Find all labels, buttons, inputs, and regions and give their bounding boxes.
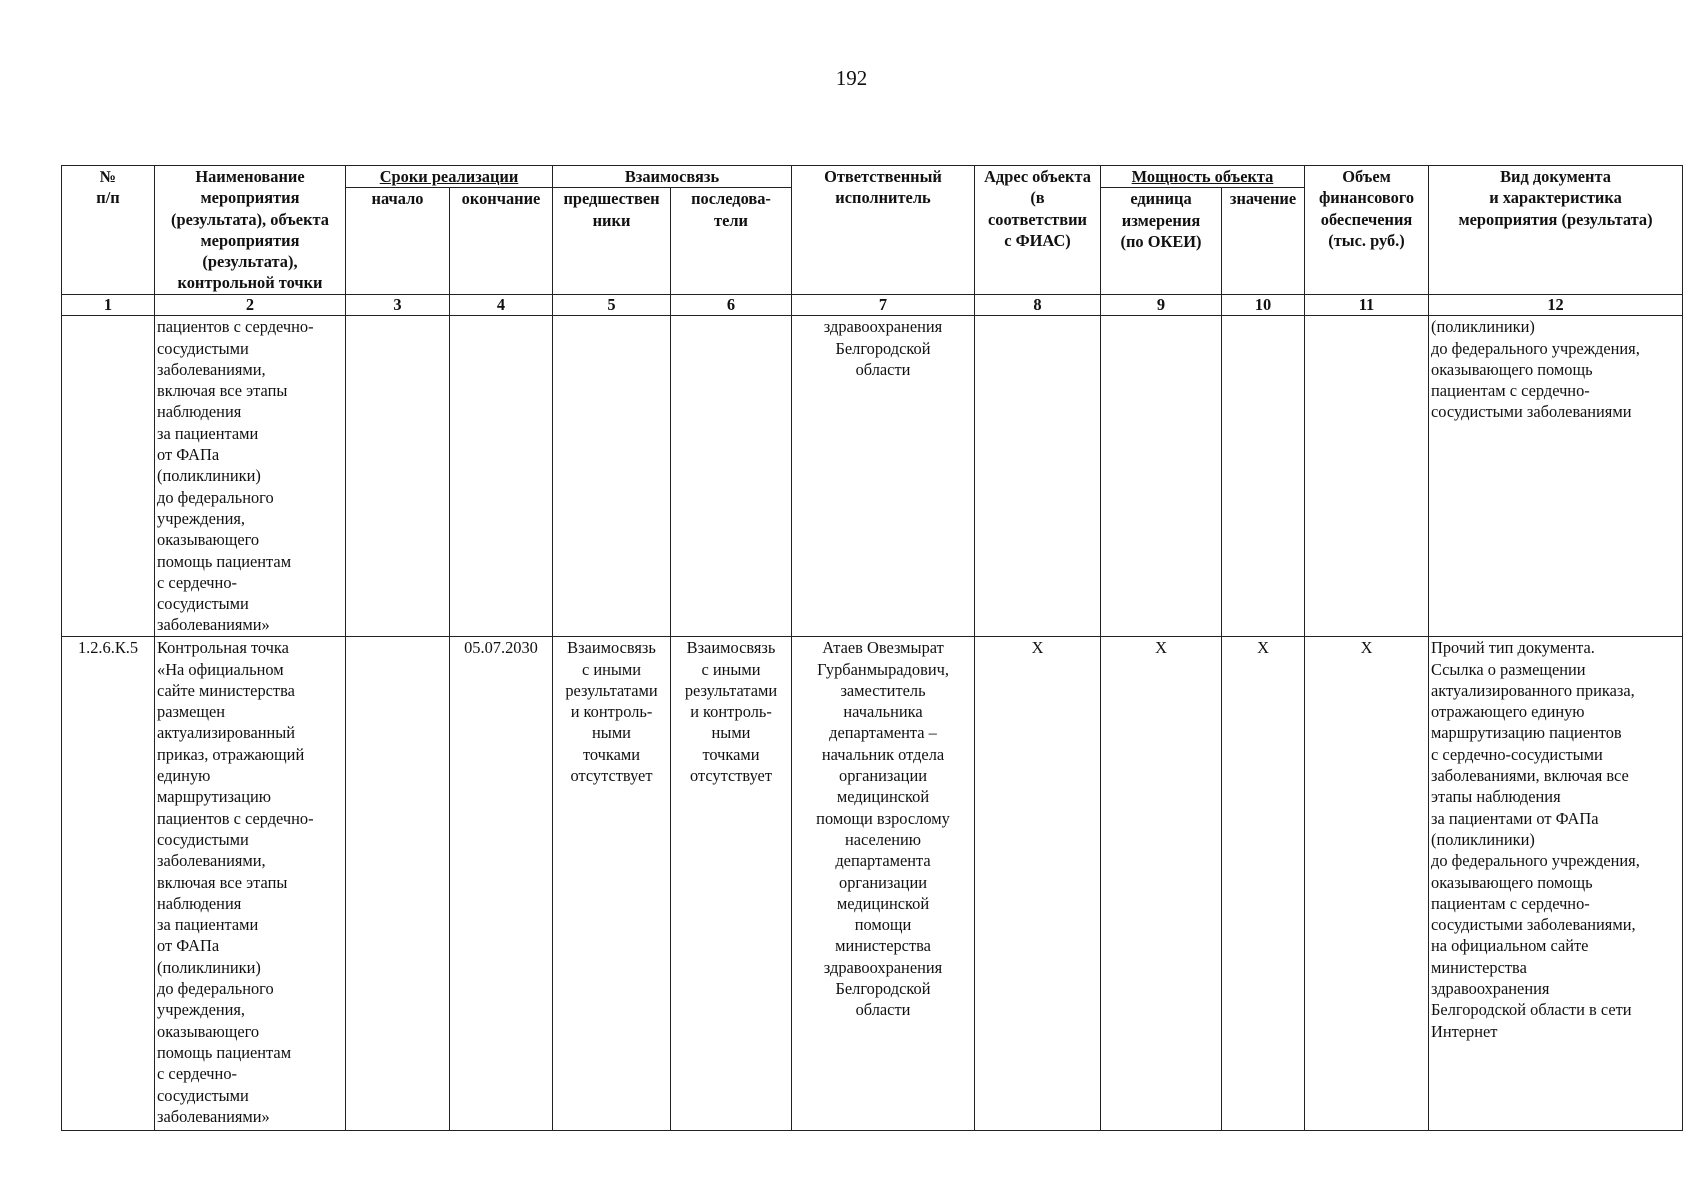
row-successors: Взаимосвязь с иными результатами и контроль- ными точками отсутствует — [671, 637, 792, 1131]
row-address: Х — [975, 637, 1101, 1131]
row-unit — [1101, 316, 1222, 637]
column-number: 9 — [1101, 295, 1222, 316]
column-number: 5 — [553, 295, 671, 316]
row-name: Контрольная точка «На официальном сайте министерства размещен актуализированный приказ, отражающий единую маршрутизацию пациентов с сердечно- сосудистыми заболеваниями, включая все этапы наблюдения за пациентами от ФАПа (поликлиники) до федерального учреждения, оказывающего помощь пациентам с сердечно- сосудистыми заболеваниями» — [155, 637, 346, 1131]
header-power-group — [1101, 166, 1305, 188]
column-number: 3 — [346, 295, 450, 316]
row-predecessors: Взаимосвязь с иными результатами и контроль- ными точками отсутствует — [553, 637, 671, 1131]
row-name: пациентов с сердечно- сосудистыми заболеваниями, включая все этапы наблюдения за пациентами от ФАПа (поликлиники) до федерального учреждения, оказывающего помощь пациентам с сердечно- сосудистыми заболеваниями» — [155, 316, 346, 637]
row-unit: Х — [1101, 637, 1222, 1131]
column-number: 10 — [1222, 295, 1305, 316]
column-number: 4 — [450, 295, 553, 316]
page-number: 192 — [835, 66, 868, 90]
column-number: 8 — [975, 295, 1101, 316]
header-document: Вид документа и характеристика мероприятия (результата) — [1429, 166, 1683, 295]
column-number: 6 — [671, 295, 792, 316]
header-address: Адрес объекта (в соответствии с ФИАС) — [975, 166, 1101, 295]
header-value: значение — [1222, 188, 1305, 295]
column-number: 12 — [1429, 295, 1683, 316]
column-number: 7 — [792, 295, 975, 316]
plan-table — [61, 165, 1683, 1131]
row-finance: Х — [1305, 637, 1429, 1131]
header-predecessors: предшествен ники — [553, 188, 671, 295]
table-row — [62, 637, 1683, 1131]
row-number: 1.2.6.К.5 — [62, 637, 155, 1131]
header-power-label: Мощность объекта — [1131, 167, 1274, 186]
column-number: 11 — [1305, 295, 1429, 316]
row-number — [62, 316, 155, 637]
row-end — [450, 316, 553, 637]
row-value — [1222, 316, 1305, 637]
header-start: начало — [346, 188, 450, 295]
header-terms-label: Сроки реализации — [379, 167, 519, 186]
column-number: 2 — [155, 295, 346, 316]
header-responsible: Ответственный исполнитель — [792, 166, 975, 295]
header-unit: единица измерения (по ОКЕИ) — [1101, 188, 1222, 295]
row-finance — [1305, 316, 1429, 637]
row-address — [975, 316, 1101, 637]
header-number: № п/п — [62, 166, 155, 295]
row-responsible: Атаев Овезмырат Гурбанмырадович, заместитель начальника департамента – начальник отдела организации медицинской помощи взрослому населению департамента организации медицинской помощи министерства здравоохранения Белгородской области — [792, 637, 975, 1131]
header-finance: Объем финансового обеспечения (тыс. руб.) — [1305, 166, 1429, 295]
header-terms-group — [346, 166, 553, 188]
row-predecessors — [553, 316, 671, 637]
header-end: окончание — [450, 188, 553, 295]
table-row — [62, 316, 1683, 637]
row-document: Прочий тип документа. Ссылка о размещении актуализированного приказа, отражающего единую маршрутизацию пациентов с сердечно-сосудистыми заболеваниями, включая все этапы наблюдения за пациентами от ФАПа (поликлиники) до федерального учреждения, оказывающего помощь пациентам с сердечно- сосудистыми заболеваниями, на официальном сайте министерства здравоохранения Белгородской области в сети Интернет — [1429, 637, 1683, 1131]
header-name: Наименование мероприятия (результата), объекта мероприятия (результата), контрольной точки — [155, 166, 346, 295]
row-document: (поликлиники) до федерального учреждения, оказывающего помощь пациентам с сердечно- сосудистыми заболеваниями — [1429, 316, 1683, 637]
header-successors: последова- тели — [671, 188, 792, 295]
row-responsible: здравоохранения Белгородской области — [792, 316, 975, 637]
row-start — [346, 637, 450, 1131]
row-value: Х — [1222, 637, 1305, 1131]
header-links-group: Взаимосвязь — [553, 166, 792, 188]
row-end: 05.07.2030 — [450, 637, 553, 1131]
row-successors — [671, 316, 792, 637]
row-start — [346, 316, 450, 637]
column-number: 1 — [62, 295, 155, 316]
